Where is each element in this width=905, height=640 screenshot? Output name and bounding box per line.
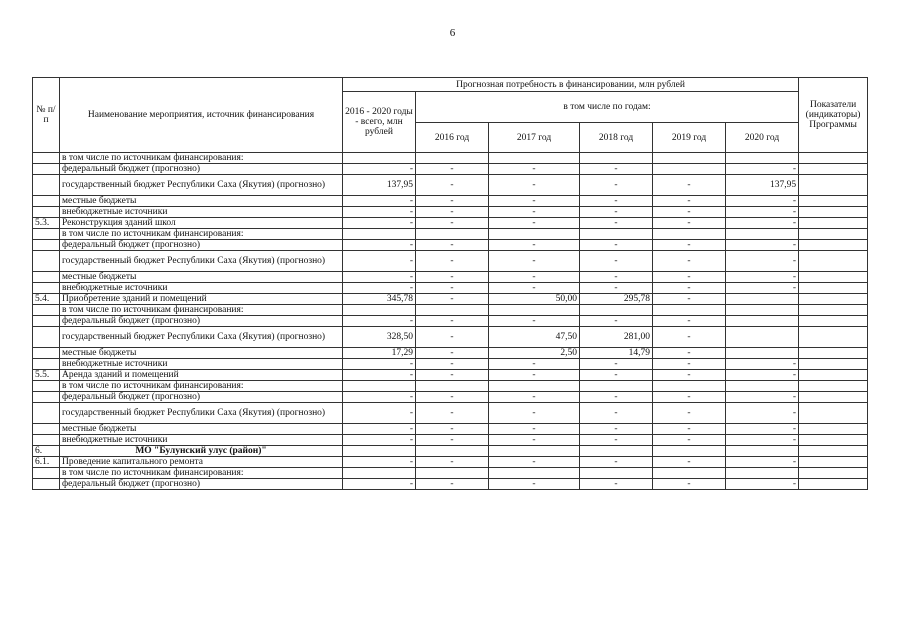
- year-cell: -: [726, 196, 799, 207]
- indicator-cell: [799, 435, 868, 446]
- year-cell: -: [489, 435, 580, 446]
- total-cell: 137,95: [343, 175, 416, 196]
- row-number: 6.: [33, 446, 60, 457]
- year-cell: 47,50: [489, 327, 580, 348]
- table-row: [33, 435, 868, 446]
- year-cell: -: [580, 272, 653, 283]
- year-cell: -: [726, 370, 799, 381]
- table-row: [33, 305, 868, 316]
- year-cell: -: [416, 403, 489, 424]
- year-cell: [416, 305, 489, 316]
- table-row: [33, 370, 868, 381]
- indicator-cell: [799, 229, 868, 240]
- year-cell: -: [416, 240, 489, 251]
- row-number: [33, 153, 60, 164]
- indicator-cell: [799, 403, 868, 424]
- year-cell: [653, 229, 726, 240]
- row-number: 5.3.: [33, 218, 60, 229]
- indicator-cell: [799, 446, 868, 457]
- year-cell: -: [653, 175, 726, 196]
- year-cell: -: [726, 479, 799, 490]
- year-cell: -: [726, 457, 799, 468]
- total-cell: -: [343, 240, 416, 251]
- year-cell: -: [489, 316, 580, 327]
- year-cell: -: [489, 164, 580, 175]
- row-number: [33, 164, 60, 175]
- year-cell: -: [653, 370, 726, 381]
- year-cell: -: [580, 218, 653, 229]
- year-cell: -: [416, 207, 489, 218]
- row-name: внебюджетные источники: [60, 359, 343, 370]
- table-row: [33, 153, 868, 164]
- total-cell: -: [343, 164, 416, 175]
- table-row: [33, 283, 868, 294]
- row-name: местные бюджеты: [60, 348, 343, 359]
- year-cell: -: [653, 403, 726, 424]
- year-cell: [726, 294, 799, 305]
- year-cell: -: [489, 251, 580, 272]
- year-cell: -: [416, 272, 489, 283]
- header-year: 2018 год: [580, 123, 653, 153]
- year-cell: [580, 153, 653, 164]
- indicator-cell: [799, 468, 868, 479]
- table-row: [33, 403, 868, 424]
- header-indicators: Показатели (индикаторы) Программы: [799, 78, 868, 153]
- year-cell: [580, 305, 653, 316]
- row-name: в том числе по источникам финансирования:: [60, 305, 343, 316]
- row-name: внебюджетные источники: [60, 207, 343, 218]
- row-number: [33, 175, 60, 196]
- indicator-cell: [799, 294, 868, 305]
- total-cell: -: [343, 457, 416, 468]
- year-cell: -: [653, 457, 726, 468]
- year-cell: -: [489, 457, 580, 468]
- total-cell: -: [343, 207, 416, 218]
- row-number: [33, 229, 60, 240]
- year-cell: -: [580, 251, 653, 272]
- row-name: в том числе по источникам финансирования:: [60, 381, 343, 392]
- year-cell: -: [653, 316, 726, 327]
- year-cell: -: [580, 175, 653, 196]
- year-cell: -: [489, 370, 580, 381]
- row-number: [33, 479, 60, 490]
- table-row: [33, 446, 868, 457]
- year-cell: -: [580, 207, 653, 218]
- indicator-cell: [799, 305, 868, 316]
- year-cell: -: [489, 424, 580, 435]
- row-number: [33, 305, 60, 316]
- indicator-cell: [799, 316, 868, 327]
- year-cell: -: [580, 435, 653, 446]
- row-name: местные бюджеты: [60, 424, 343, 435]
- total-cell: [343, 229, 416, 240]
- table-row: [33, 175, 868, 196]
- year-cell: -: [653, 348, 726, 359]
- table-row: [33, 316, 868, 327]
- year-cell: -: [416, 392, 489, 403]
- year-cell: [653, 305, 726, 316]
- total-cell: [343, 305, 416, 316]
- year-cell: -: [416, 294, 489, 305]
- row-name: государственный бюджет Республики Саха (Якутия) (прогнозно): [60, 175, 343, 196]
- row-number: [33, 359, 60, 370]
- row-number: [33, 283, 60, 294]
- financing-table: [32, 77, 868, 490]
- row-number: [33, 327, 60, 348]
- year-cell: -: [726, 424, 799, 435]
- year-cell: -: [580, 316, 653, 327]
- row-name: государственный бюджет Республики Саха (Якутия) (прогнозно): [60, 403, 343, 424]
- year-cell: -: [489, 240, 580, 251]
- year-cell: -: [416, 370, 489, 381]
- total-cell: -: [343, 283, 416, 294]
- year-cell: [416, 229, 489, 240]
- year-cell: -: [489, 359, 580, 370]
- header-year: 2017 год: [489, 123, 580, 153]
- row-name: местные бюджеты: [60, 196, 343, 207]
- header-forecast: Прогнозная потребность в финансировании, млн рублей: [343, 78, 799, 92]
- header-name: Наименование мероприятия, источник финансирования: [60, 78, 343, 153]
- year-cell: [580, 229, 653, 240]
- year-cell: [726, 348, 799, 359]
- row-number: [33, 468, 60, 479]
- year-cell: -: [489, 175, 580, 196]
- total-cell: [343, 446, 416, 457]
- year-cell: -: [416, 348, 489, 359]
- row-name: Аренда зданий и помещений: [60, 370, 343, 381]
- indicator-cell: [799, 272, 868, 283]
- section-title: МО "Булунский улус (район)": [60, 446, 343, 457]
- year-cell: [726, 468, 799, 479]
- year-cell: [726, 316, 799, 327]
- year-cell: -: [489, 392, 580, 403]
- row-name: в том числе по источникам финансирования:: [60, 229, 343, 240]
- year-cell: [726, 305, 799, 316]
- year-cell: -: [653, 196, 726, 207]
- total-cell: 345,78: [343, 294, 416, 305]
- row-number: 6.1.: [33, 457, 60, 468]
- row-number: [33, 348, 60, 359]
- year-cell: -: [653, 283, 726, 294]
- indicator-cell: [799, 175, 868, 196]
- table-row: [33, 164, 868, 175]
- table-row: [33, 424, 868, 435]
- total-cell: -: [343, 424, 416, 435]
- year-cell: -: [580, 196, 653, 207]
- year-cell: -: [580, 359, 653, 370]
- header-year: 2019 год: [653, 123, 726, 153]
- table-row: [33, 359, 868, 370]
- year-cell: [416, 468, 489, 479]
- total-cell: -: [343, 370, 416, 381]
- year-cell: [489, 446, 580, 457]
- year-cell: [489, 153, 580, 164]
- total-cell: -: [343, 479, 416, 490]
- year-cell: -: [489, 479, 580, 490]
- year-cell: -: [726, 392, 799, 403]
- row-number: 5.4.: [33, 294, 60, 305]
- year-cell: -: [726, 283, 799, 294]
- year-cell: -: [653, 327, 726, 348]
- row-number: [33, 207, 60, 218]
- total-cell: -: [343, 359, 416, 370]
- year-cell: -: [653, 359, 726, 370]
- year-cell: 295,78: [580, 294, 653, 305]
- year-cell: -: [489, 207, 580, 218]
- year-cell: -: [653, 392, 726, 403]
- indicator-cell: [799, 457, 868, 468]
- year-cell: -: [653, 251, 726, 272]
- total-cell: -: [343, 218, 416, 229]
- table-row: [33, 392, 868, 403]
- year-cell: -: [489, 218, 580, 229]
- row-name: Проведение капитального ремонта: [60, 457, 343, 468]
- row-number: [33, 403, 60, 424]
- row-name: федеральный бюджет (прогнозно): [60, 164, 343, 175]
- year-cell: -: [580, 479, 653, 490]
- year-cell: [726, 381, 799, 392]
- table-row: [33, 468, 868, 479]
- indicator-cell: [799, 359, 868, 370]
- indicator-cell: [799, 218, 868, 229]
- indicator-cell: [799, 251, 868, 272]
- indicator-cell: [799, 283, 868, 294]
- row-name: Приобретение зданий и помещений: [60, 294, 343, 305]
- total-cell: 17,29: [343, 348, 416, 359]
- row-number: [33, 381, 60, 392]
- table-row: [33, 294, 868, 305]
- year-cell: -: [416, 327, 489, 348]
- table-row: [33, 327, 868, 348]
- year-cell: -: [653, 272, 726, 283]
- year-cell: -: [653, 479, 726, 490]
- year-cell: -: [580, 164, 653, 175]
- table-row: [33, 240, 868, 251]
- row-name: в том числе по источникам финансирования:: [60, 153, 343, 164]
- total-cell: -: [343, 272, 416, 283]
- indicator-cell: [799, 348, 868, 359]
- year-cell: -: [416, 283, 489, 294]
- table-body: [33, 153, 868, 490]
- table-row: [33, 457, 868, 468]
- indicator-cell: [799, 196, 868, 207]
- table-row: [33, 229, 868, 240]
- header-year: 2020 год: [726, 123, 799, 153]
- row-name: внебюджетные источники: [60, 435, 343, 446]
- row-name: федеральный бюджет (прогнозно): [60, 240, 343, 251]
- year-cell: -: [580, 403, 653, 424]
- year-cell: [726, 446, 799, 457]
- row-number: [33, 251, 60, 272]
- total-cell: -: [343, 403, 416, 424]
- year-cell: -: [416, 359, 489, 370]
- year-cell: -: [726, 403, 799, 424]
- year-cell: [580, 381, 653, 392]
- header-year: 2016 год: [416, 123, 489, 153]
- year-cell: -: [416, 251, 489, 272]
- row-number: [33, 435, 60, 446]
- table-row: [33, 196, 868, 207]
- row-name: Реконструкция зданий школ: [60, 218, 343, 229]
- indicator-cell: [799, 424, 868, 435]
- row-name: внебюджетные источники: [60, 283, 343, 294]
- indicator-cell: [799, 153, 868, 164]
- table-row: [33, 381, 868, 392]
- year-cell: -: [726, 240, 799, 251]
- year-cell: -: [726, 164, 799, 175]
- year-cell: -: [580, 370, 653, 381]
- year-cell: [489, 229, 580, 240]
- year-cell: -: [580, 424, 653, 435]
- year-cell: [653, 164, 726, 175]
- year-cell: [653, 381, 726, 392]
- year-cell: [416, 381, 489, 392]
- year-cell: [653, 153, 726, 164]
- year-cell: [726, 229, 799, 240]
- row-number: [33, 392, 60, 403]
- year-cell: -: [653, 424, 726, 435]
- year-cell: -: [726, 359, 799, 370]
- year-cell: [580, 468, 653, 479]
- indicator-cell: [799, 392, 868, 403]
- table-row: [33, 348, 868, 359]
- table-row: [33, 479, 868, 490]
- row-name: федеральный бюджет (прогнозно): [60, 392, 343, 403]
- row-number: [33, 196, 60, 207]
- year-cell: 14,79: [580, 348, 653, 359]
- year-cell: -: [416, 457, 489, 468]
- year-cell: -: [653, 207, 726, 218]
- year-cell: -: [580, 283, 653, 294]
- row-name: федеральный бюджет (прогнозно): [60, 316, 343, 327]
- year-cell: 137,95: [726, 175, 799, 196]
- total-cell: 328,50: [343, 327, 416, 348]
- year-cell: [489, 305, 580, 316]
- year-cell: [489, 468, 580, 479]
- year-cell: -: [580, 392, 653, 403]
- year-cell: 281,00: [580, 327, 653, 348]
- year-cell: -: [726, 207, 799, 218]
- year-cell: -: [726, 218, 799, 229]
- year-cell: [416, 153, 489, 164]
- year-cell: -: [489, 272, 580, 283]
- year-cell: -: [726, 272, 799, 283]
- year-cell: -: [653, 218, 726, 229]
- row-number: [33, 272, 60, 283]
- year-cell: [489, 381, 580, 392]
- total-cell: -: [343, 435, 416, 446]
- table-row: [33, 251, 868, 272]
- indicator-cell: [799, 240, 868, 251]
- total-cell: -: [343, 316, 416, 327]
- year-cell: -: [489, 283, 580, 294]
- row-name: государственный бюджет Республики Саха (Якутия) (прогнозно): [60, 251, 343, 272]
- year-cell: -: [416, 196, 489, 207]
- total-cell: -: [343, 196, 416, 207]
- row-name: государственный бюджет Республики Саха (Якутия) (прогнозно): [60, 327, 343, 348]
- year-cell: -: [489, 403, 580, 424]
- total-cell: [343, 468, 416, 479]
- row-name: в том числе по источникам финансирования:: [60, 468, 343, 479]
- year-cell: [653, 446, 726, 457]
- total-cell: -: [343, 251, 416, 272]
- year-cell: -: [653, 240, 726, 251]
- indicator-cell: [799, 327, 868, 348]
- indicator-cell: [799, 381, 868, 392]
- row-name: федеральный бюджет (прогнозно): [60, 479, 343, 490]
- year-cell: 2,50: [489, 348, 580, 359]
- header-num: № п/п: [33, 78, 60, 153]
- year-cell: -: [726, 435, 799, 446]
- row-number: [33, 240, 60, 251]
- table-row: [33, 207, 868, 218]
- year-cell: [653, 468, 726, 479]
- year-cell: -: [726, 251, 799, 272]
- year-cell: -: [416, 424, 489, 435]
- indicator-cell: [799, 164, 868, 175]
- year-cell: -: [653, 294, 726, 305]
- year-cell: -: [416, 164, 489, 175]
- year-cell: 50,00: [489, 294, 580, 305]
- year-cell: -: [653, 435, 726, 446]
- total-cell: -: [343, 392, 416, 403]
- year-cell: -: [416, 218, 489, 229]
- year-cell: [726, 153, 799, 164]
- year-cell: -: [489, 196, 580, 207]
- year-cell: -: [416, 175, 489, 196]
- year-cell: -: [416, 316, 489, 327]
- year-cell: [416, 446, 489, 457]
- table-row: [33, 218, 868, 229]
- year-cell: [726, 327, 799, 348]
- row-number: 5.5.: [33, 370, 60, 381]
- page-number: 6: [449, 27, 456, 39]
- row-name: местные бюджеты: [60, 272, 343, 283]
- year-cell: -: [416, 479, 489, 490]
- total-cell: [343, 381, 416, 392]
- year-cell: -: [580, 240, 653, 251]
- total-cell: [343, 153, 416, 164]
- indicator-cell: [799, 207, 868, 218]
- row-number: [33, 316, 60, 327]
- indicator-cell: [799, 479, 868, 490]
- year-cell: -: [416, 435, 489, 446]
- header-by-years: в том числе по годам:: [416, 92, 799, 123]
- header-total: 2016 - 2020 годы - всего, млн рублей: [343, 92, 416, 153]
- row-number: [33, 424, 60, 435]
- year-cell: [580, 446, 653, 457]
- year-cell: -: [580, 457, 653, 468]
- table-row: [33, 272, 868, 283]
- indicator-cell: [799, 370, 868, 381]
